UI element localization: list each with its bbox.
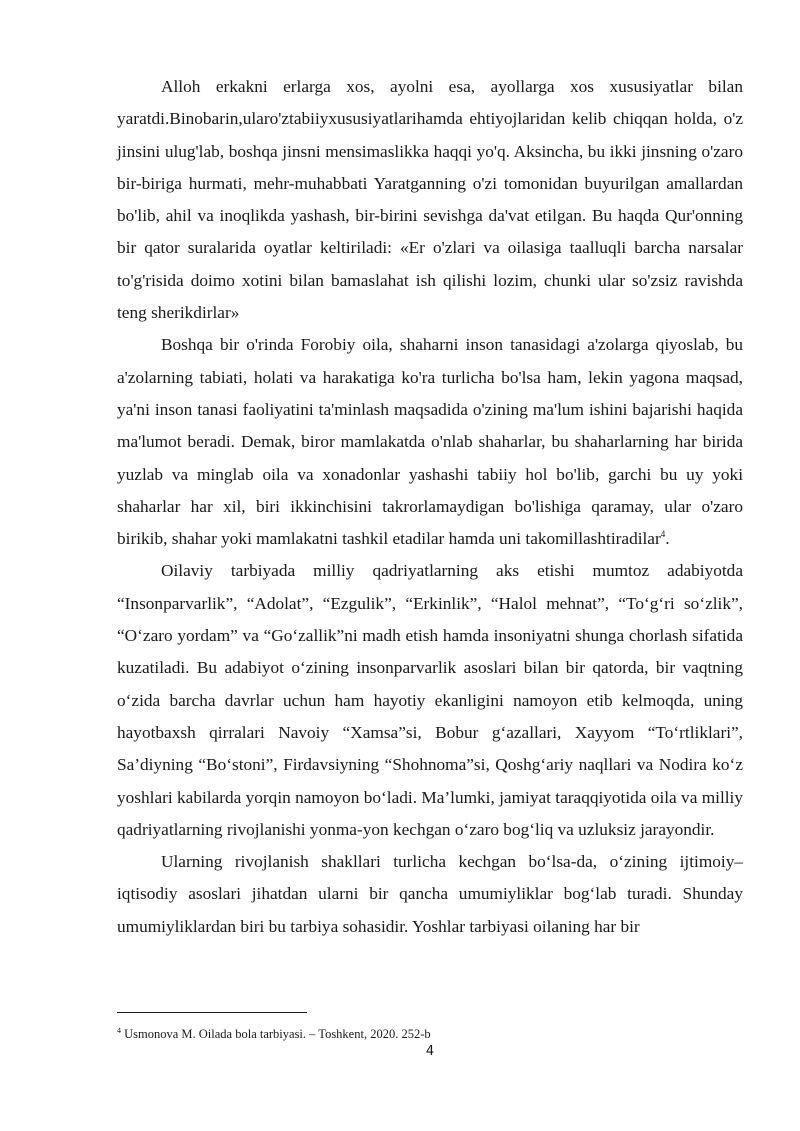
paragraph-2-text: Boshqa bir o'rinda Forobiy oila, shaharni inson tanasidagi a'zolarga qiyoslab, bu a'zolarning tabiati, holati va harakatiga ko'ra turlicha bo'lsa ham, lekin yagona maqsad, ya'ni inson tanasi faoliyatini ta'minlash maqsadida o'zining ma'lum ishini bajarishi haqida ma'lumot beradi. Demak, biror mamlakatda o'nlab shaharlar, bu shaharlarning har birida yuzlab va minglab oila va xonadonlar yashashi tabiiy hol bo'lib, garchi bu uy yoki shaharlar har xil, biri ikkinchisini takrorlamaydigan bo'lishiga qaramay, ular o'zaro birikib, shahar yoki mamlakatni tashkil etadilar hamda uni takomillashtiradilar (117, 335, 743, 549)
footnote (117, 1026, 743, 1042)
footnote-divider (117, 1012, 307, 1013)
page-number: 4 (425, 1044, 435, 1059)
footnote-reference[interactable]: 4 (660, 529, 666, 540)
footnote-number: 4 (117, 1025, 121, 1035)
paragraph-2-end: . (665, 529, 670, 549)
body-text (117, 71, 743, 943)
paragraph-4: Ularning rivojlanish shakllari turlicha kechgan bo‘lsa-da, o‘zining ijtimoiy–iqtisodiy asoslari jihatdan ularni bir qancha umumiyliklar bog‘lab turadi. Shunday umumiyliklardan biri bu tarbiya sohasidir. Yoshlar tarbiyasi oilaning har bir (117, 852, 743, 936)
paragraph-1: Alloh erkakni erlarga xos, ayolni esa, ayollarga xos xususiyatlar bilan yaratdi.Binobarin,ularo'ztabiiyxususiyatlarihamda ehtiyojlaridan kelib chiqqan holda, o'z jinsini ulug'lab, boshqa jinsni mensimaslikka haqqi yo'q. Aksincha, bu ikki jinsning o'zaro bir-biriga hurmati, mehr-muhabbati Yaratganning o'zi tomonidan buyurilgan amallardan bo'lib, ahil va inoqlikda yashash, bir-birini sevishga da'vat etilgan. Bu haqda Qur'onning bir qator suralarida oyatlar keltiriladi: «Er o'zlari va oilasiga taalluqli barcha narsalar to'g'risida doimo xotini bilan bamaslahat ish qilishi lozim, chunki ular so'zsiz ravishda teng sherikdirlar» (117, 77, 743, 323)
paragraph-3: Oilaviy tarbiyada milliy qadriyatlarning aks etishi mumtoz adabiyotda “Insonparvarlik”, “Adolat”, “Ezgulik”, “Erkinlik”, “Halol mehnat”, “To‘g‘ri so‘zlik”, “O‘zaro yordam” va “Go‘zallik”ni madh etish hamda insoniyatni shunga chorlash sifatida kuzatiladi. Bu adabiyot o‘zining insonparvarlik asoslari bilan bir qatorda, bir vaqtning o‘zida barcha davrlar uchun ham hayotiy ekanligini namoyon etib kelmoqda, uning hayotbaxsh qirralari Navoiy “Xamsa”si, Bobur g‘azallari, Xayyom “To‘rtliklari”, Sa’diyning “Bo‘stoni”, Firdavsiyning “Shohnoma”si, Qoshg‘ariy naqllari va Nodira ko‘z yoshlari kabilarda yorqin namoyon bo‘ladi. Ma’lumki, jamiyat taraqqiyotida oila va milliy qadriyatlarning rivojlanishi yonma-yon kechgan o‘zaro bog‘liq va uzluksiz jarayondir. (117, 561, 743, 839)
footnote-text: Usmonova M. Oilada bola tarbiyasi. – Toshkent, 2020. 252-b (121, 1027, 431, 1041)
paragraph-2 (117, 329, 743, 555)
